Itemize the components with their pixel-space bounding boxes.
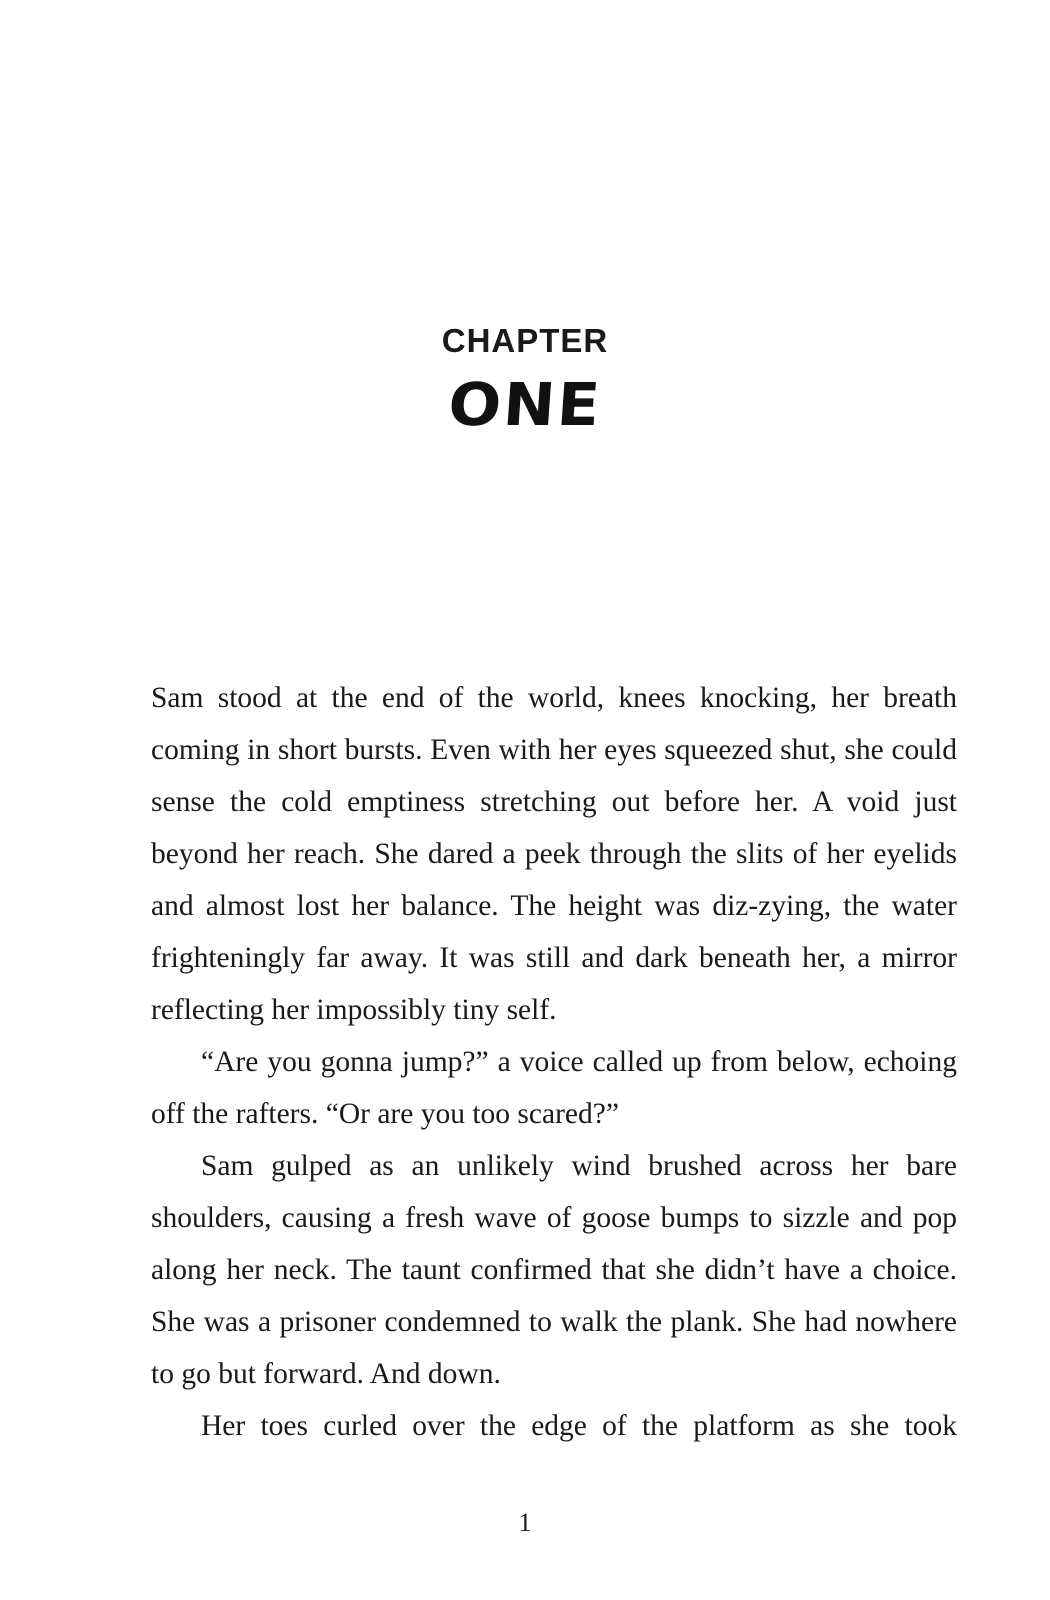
paragraph-4: Her toes curled over the edge of the platform as she took xyxy=(201,1410,957,1442)
paragraph-2: “Are you gonna jump?” a voice called up from below, echoing off the rafters. “Or are you too scared?” xyxy=(151,1046,957,1130)
paragraph-3: Sam gulped as an unlikely wind brushed across her bare shoulders, causing a fresh wave of goose bumps to sizzle and pop along her neck. The taunt confirmed that she didn’t have a choice. She was a prisoner condemned to walk the plank. She had nowhere to go but forward. And down. xyxy=(151,1150,957,1390)
chapter-body xyxy=(151,672,957,1452)
page-number: 1 xyxy=(518,1508,532,1537)
chapter-label: CHAPTER xyxy=(441,322,609,359)
paragraph-1: Sam stood at the end of the world, knees knocking, her breath coming in short bursts. Even with her eyes squeezed shut, she could sense the cold emptiness stretching out before her. A void just beyond her reach. She dared a peek through the slits of her eyelids and almost lost her balance. The height was diz-zying, the water frighteningly far away. It was still and dark beneath her, a mirror reflecting her impossibly tiny self. xyxy=(151,682,957,1026)
chapter-number: ONE xyxy=(446,369,604,440)
